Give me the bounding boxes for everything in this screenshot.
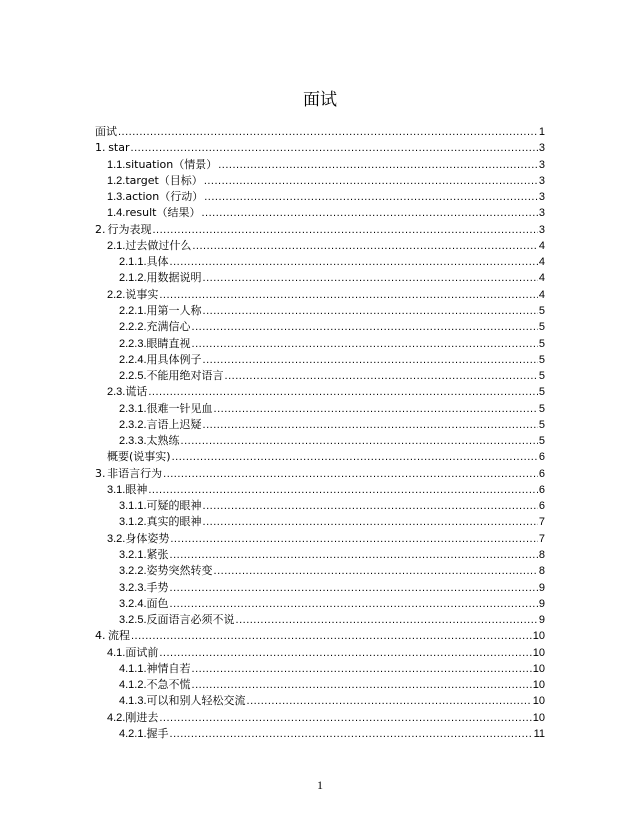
toc-dot-leader xyxy=(159,711,531,725)
toc-dot-leader xyxy=(159,646,531,660)
toc-entry[interactable] xyxy=(95,123,545,139)
document-title: 面试 xyxy=(303,90,337,110)
toc-entry[interactable] xyxy=(119,725,545,741)
toc-entry-page: 6 xyxy=(538,500,545,513)
toc-dot-leader xyxy=(201,206,537,220)
toc-entry-title: 用具体例子 xyxy=(146,352,202,366)
toc-entry-title: 不急不慌 xyxy=(146,678,191,692)
toc-entry-number: 3.2.2. xyxy=(119,565,147,578)
toc-entry[interactable] xyxy=(107,448,545,464)
toc-dot-leader xyxy=(203,499,538,513)
toc-entry-page: 5 xyxy=(538,418,545,431)
toc-entry[interactable] xyxy=(107,188,545,204)
toc-entry-page: 9 xyxy=(538,597,545,610)
toc-entry-number: 4.1.1. xyxy=(119,662,147,675)
toc-entry-page: 5 xyxy=(538,353,545,366)
toc-entry-number: 1.2. xyxy=(107,174,126,187)
toc-entry-number: 2.3.2. xyxy=(119,418,147,431)
toc-dot-leader xyxy=(153,223,538,237)
toc-entry-number: 4.2.1. xyxy=(119,727,147,740)
toc-entry[interactable] xyxy=(107,156,545,172)
toc-entry-number: 2.2.5. xyxy=(119,370,147,383)
toc-entry-page: 3 xyxy=(538,207,545,220)
toc-entry-title: 充满信心 xyxy=(146,320,191,334)
toc-entry-title: 不能用绝对语言 xyxy=(146,369,224,383)
toc-entry-page: 7 xyxy=(538,516,545,529)
toc-entry-title: 眼睛直视 xyxy=(146,336,191,350)
toc-entry-page: 5 xyxy=(538,370,545,383)
toc-entry-title: 言语上迟疑 xyxy=(146,417,202,431)
toc-entry-title: 身体姿势 xyxy=(125,531,170,545)
toc-entry[interactable] xyxy=(107,237,545,253)
toc-dot-leader xyxy=(203,418,538,432)
toc-entry-page: 6 xyxy=(538,451,545,464)
toc-dot-leader xyxy=(192,337,538,351)
toc-entry-page: 10 xyxy=(532,711,545,724)
toc-entry-page: 4 xyxy=(538,239,545,252)
toc-entry-page: 10 xyxy=(532,662,545,675)
toc-dot-leader xyxy=(214,564,538,578)
toc-dot-leader xyxy=(192,239,538,253)
toc-entry-title: 用数据说明 xyxy=(146,271,202,285)
toc-entry-page: 4 xyxy=(538,288,545,301)
toc-entry-number: 2.2.2. xyxy=(119,321,147,334)
toc-entry[interactable] xyxy=(95,627,545,643)
toc-entry[interactable] xyxy=(119,611,545,627)
toc-entry-page: 6 xyxy=(538,483,545,496)
toc-entry-title: 握手 xyxy=(146,726,169,740)
toc-entry-page: 8 xyxy=(538,549,545,562)
toc-dot-leader xyxy=(131,141,538,155)
toc-entry-number: 3.1. xyxy=(107,483,126,496)
toc-entry[interactable] xyxy=(107,172,545,188)
toc-dot-leader xyxy=(204,190,538,204)
toc-entry-number: 2.1.1. xyxy=(119,256,147,269)
toc-entry-title: result（结果） xyxy=(125,206,201,220)
toc-entry-page: 6 xyxy=(538,467,545,480)
toc-entry-title: target（目标） xyxy=(125,173,203,187)
toc-entry-title: 用第一人称 xyxy=(146,303,202,317)
toc-entry[interactable] xyxy=(119,497,545,513)
toc-entry-title: 过去做过什么 xyxy=(125,238,192,252)
toc-entry-number: 2.3.1. xyxy=(119,402,147,415)
toc-entry-number: 1.1. xyxy=(107,158,126,171)
toc-entry[interactable] xyxy=(95,465,545,481)
toc-entry-number: 1. xyxy=(95,141,106,155)
toc-dot-leader xyxy=(236,613,538,627)
toc-dot-leader xyxy=(170,581,538,595)
toc-dot-leader xyxy=(148,385,538,399)
toc-dot-leader xyxy=(192,662,532,676)
toc-entry-page: 3 xyxy=(538,174,545,187)
toc-entry-title: 概要(说事实) xyxy=(107,450,171,464)
toc-dot-leader xyxy=(163,467,538,481)
toc-entry-number: 3.2.1. xyxy=(119,549,147,562)
toc-entry-number: 3. xyxy=(95,466,106,480)
toc-dot-leader xyxy=(203,304,538,318)
toc-entry[interactable] xyxy=(107,383,545,399)
toc-entry[interactable] xyxy=(119,416,545,432)
toc-entry[interactable] xyxy=(119,579,545,595)
toc-entry[interactable] xyxy=(107,204,545,220)
toc-entry-title: 很难一针见血 xyxy=(146,401,213,415)
toc-entry-title: 紧张 xyxy=(146,548,169,562)
toc-entry-title: 具体 xyxy=(146,255,169,269)
toc-entry-title: 太熟练 xyxy=(146,434,180,448)
toc-entry-title: 面试前 xyxy=(125,645,159,659)
toc-dot-leader xyxy=(118,125,538,139)
toc-entry[interactable] xyxy=(119,595,545,611)
toc-entry[interactable] xyxy=(119,351,545,367)
toc-entry-number: 3.2.4. xyxy=(119,597,147,610)
toc-dot-leader xyxy=(148,483,538,497)
toc-entry-title: 谎话 xyxy=(125,385,148,399)
toc-entry-number: 3.2.3. xyxy=(119,581,147,594)
toc-entry[interactable] xyxy=(119,432,545,448)
toc-dot-leader xyxy=(170,532,538,546)
toc-entry-title: 非语言行为 xyxy=(107,466,163,480)
toc-dot-leader xyxy=(204,174,538,188)
toc-entry[interactable] xyxy=(119,335,545,351)
toc-entry-number: 3.1.1. xyxy=(119,500,147,513)
toc-dot-leader xyxy=(159,288,538,302)
toc-entry-title: 面色 xyxy=(146,596,169,610)
toc-entry-number: 4.1.2. xyxy=(119,679,147,692)
toc-entry-title: situation（情景） xyxy=(125,157,218,171)
toc-entry[interactable] xyxy=(107,286,545,302)
toc-entry[interactable] xyxy=(95,139,545,155)
toc-dot-leader xyxy=(214,402,538,416)
toc-entry-page: 5 xyxy=(538,435,545,448)
toc-entry-page: 4 xyxy=(538,272,545,285)
toc-dot-leader xyxy=(181,434,538,448)
toc-entry-title: 说事实 xyxy=(125,287,159,301)
toc-entry-title: 刚进去 xyxy=(125,710,159,724)
toc-entry-page: 5 xyxy=(538,337,545,350)
toc-entry-number: 2.2.4. xyxy=(119,353,147,366)
toc-entry-title: action（行动） xyxy=(125,190,204,204)
toc-entry-number: 2.3. xyxy=(107,386,126,399)
toc-entry-number: 2.2.1. xyxy=(119,304,147,317)
toc-entry[interactable] xyxy=(119,318,545,334)
toc-dot-leader xyxy=(172,450,538,464)
toc-entry[interactable] xyxy=(119,269,545,285)
toc-dot-leader xyxy=(192,678,532,692)
toc-entry[interactable] xyxy=(119,676,545,692)
toc-dot-leader xyxy=(218,158,538,172)
toc-dot-leader xyxy=(203,515,538,529)
toc-entry-page: 10 xyxy=(532,646,545,659)
toc-entry[interactable] xyxy=(119,400,545,416)
toc-entry[interactable] xyxy=(119,562,545,578)
toc-entry-title: 行为表现 xyxy=(107,222,152,236)
toc-entry-number: 1.4. xyxy=(107,207,126,220)
toc-entry-number: 2.1.2. xyxy=(119,272,147,285)
toc-dot-leader xyxy=(192,320,538,334)
toc-entry-number: 2. xyxy=(95,222,106,236)
toc-entry-page: 4 xyxy=(538,256,545,269)
toc-entry-title: 手势 xyxy=(146,580,169,594)
toc-entry[interactable] xyxy=(119,546,545,562)
toc-entry[interactable] xyxy=(119,660,545,676)
toc-entry-number: 2.2.3. xyxy=(119,337,147,350)
toc-entry-page: 8 xyxy=(538,565,545,578)
toc-dot-leader xyxy=(170,548,538,562)
toc-entry-title: 姿势突然转变 xyxy=(146,564,213,578)
toc-entry-page: 5 xyxy=(538,402,545,415)
toc-dot-leader xyxy=(170,727,533,741)
toc-entry[interactable] xyxy=(119,513,545,529)
toc-entry-number: 2.1. xyxy=(107,239,126,252)
toc-entry-title: 可以和别人轻松交流 xyxy=(146,694,246,708)
toc-entry-number: 4.1. xyxy=(107,646,126,659)
toc-entry-page: 5 xyxy=(538,304,545,317)
toc-entry[interactable] xyxy=(119,692,545,708)
toc-entry-title: 流程 xyxy=(108,629,130,643)
toc-dot-leader xyxy=(203,271,538,285)
toc-entry-title: 可疑的眼神 xyxy=(146,499,202,513)
toc-dot-leader xyxy=(170,597,538,611)
toc-entry-page: 5 xyxy=(538,386,545,399)
toc-entry[interactable] xyxy=(107,709,545,725)
toc-dot-leader xyxy=(170,255,538,269)
toc-entry-page: 5 xyxy=(538,321,545,334)
toc-entry-page: 3 xyxy=(538,223,545,236)
toc-entry-page: 3 xyxy=(538,158,545,171)
toc-entry[interactable] xyxy=(95,221,545,237)
toc-entry-title: 眼神 xyxy=(125,482,148,496)
toc-entry-title: 真实的眼神 xyxy=(146,515,202,529)
page-number: 1 xyxy=(317,778,323,792)
toc-entry-page: 7 xyxy=(538,532,545,545)
toc-entry-number: 2.3.3. xyxy=(119,435,147,448)
toc-entry-page: 3 xyxy=(538,142,545,155)
toc-dot-leader xyxy=(247,694,532,708)
toc-dot-leader xyxy=(225,369,538,383)
toc-entry-number: 4.1.3. xyxy=(119,695,147,708)
toc-entry[interactable] xyxy=(107,530,545,546)
toc-entry-title: 面试 xyxy=(95,125,117,138)
toc-entry-number: 1.3. xyxy=(107,191,126,204)
toc-dot-leader xyxy=(203,353,538,367)
toc-entry[interactable] xyxy=(107,481,545,497)
toc-entry-number: 4.2. xyxy=(107,711,126,724)
toc-entry-page: 9 xyxy=(538,581,545,594)
toc-entry[interactable] xyxy=(119,367,545,383)
toc-entry-page: 9 xyxy=(538,614,545,627)
toc-entry-number: 4. xyxy=(95,629,106,643)
toc-entry-page: 3 xyxy=(538,191,545,204)
toc-entry[interactable] xyxy=(119,302,545,318)
toc-entry-page: 10 xyxy=(532,630,545,643)
toc-entry-page: 10 xyxy=(532,695,545,708)
toc-entry-title: 反面语言必须不说 xyxy=(146,613,235,627)
toc-entry-page: 1 xyxy=(538,126,545,138)
toc-entry[interactable] xyxy=(107,644,545,660)
toc-dot-leader xyxy=(131,629,532,643)
toc-entry-title: 神情自若 xyxy=(146,661,191,675)
toc-entry-page: 11 xyxy=(533,727,545,740)
toc-entry-number: 2.2. xyxy=(107,288,126,301)
toc-entry-page: 10 xyxy=(532,679,545,692)
toc-entry-number: 3.2. xyxy=(107,532,126,545)
toc-entry-title: star xyxy=(108,141,130,155)
toc-entry-number: 3.1.2. xyxy=(119,516,147,529)
toc-entry[interactable] xyxy=(119,253,545,269)
toc-entry-number: 3.2.5. xyxy=(119,614,147,627)
